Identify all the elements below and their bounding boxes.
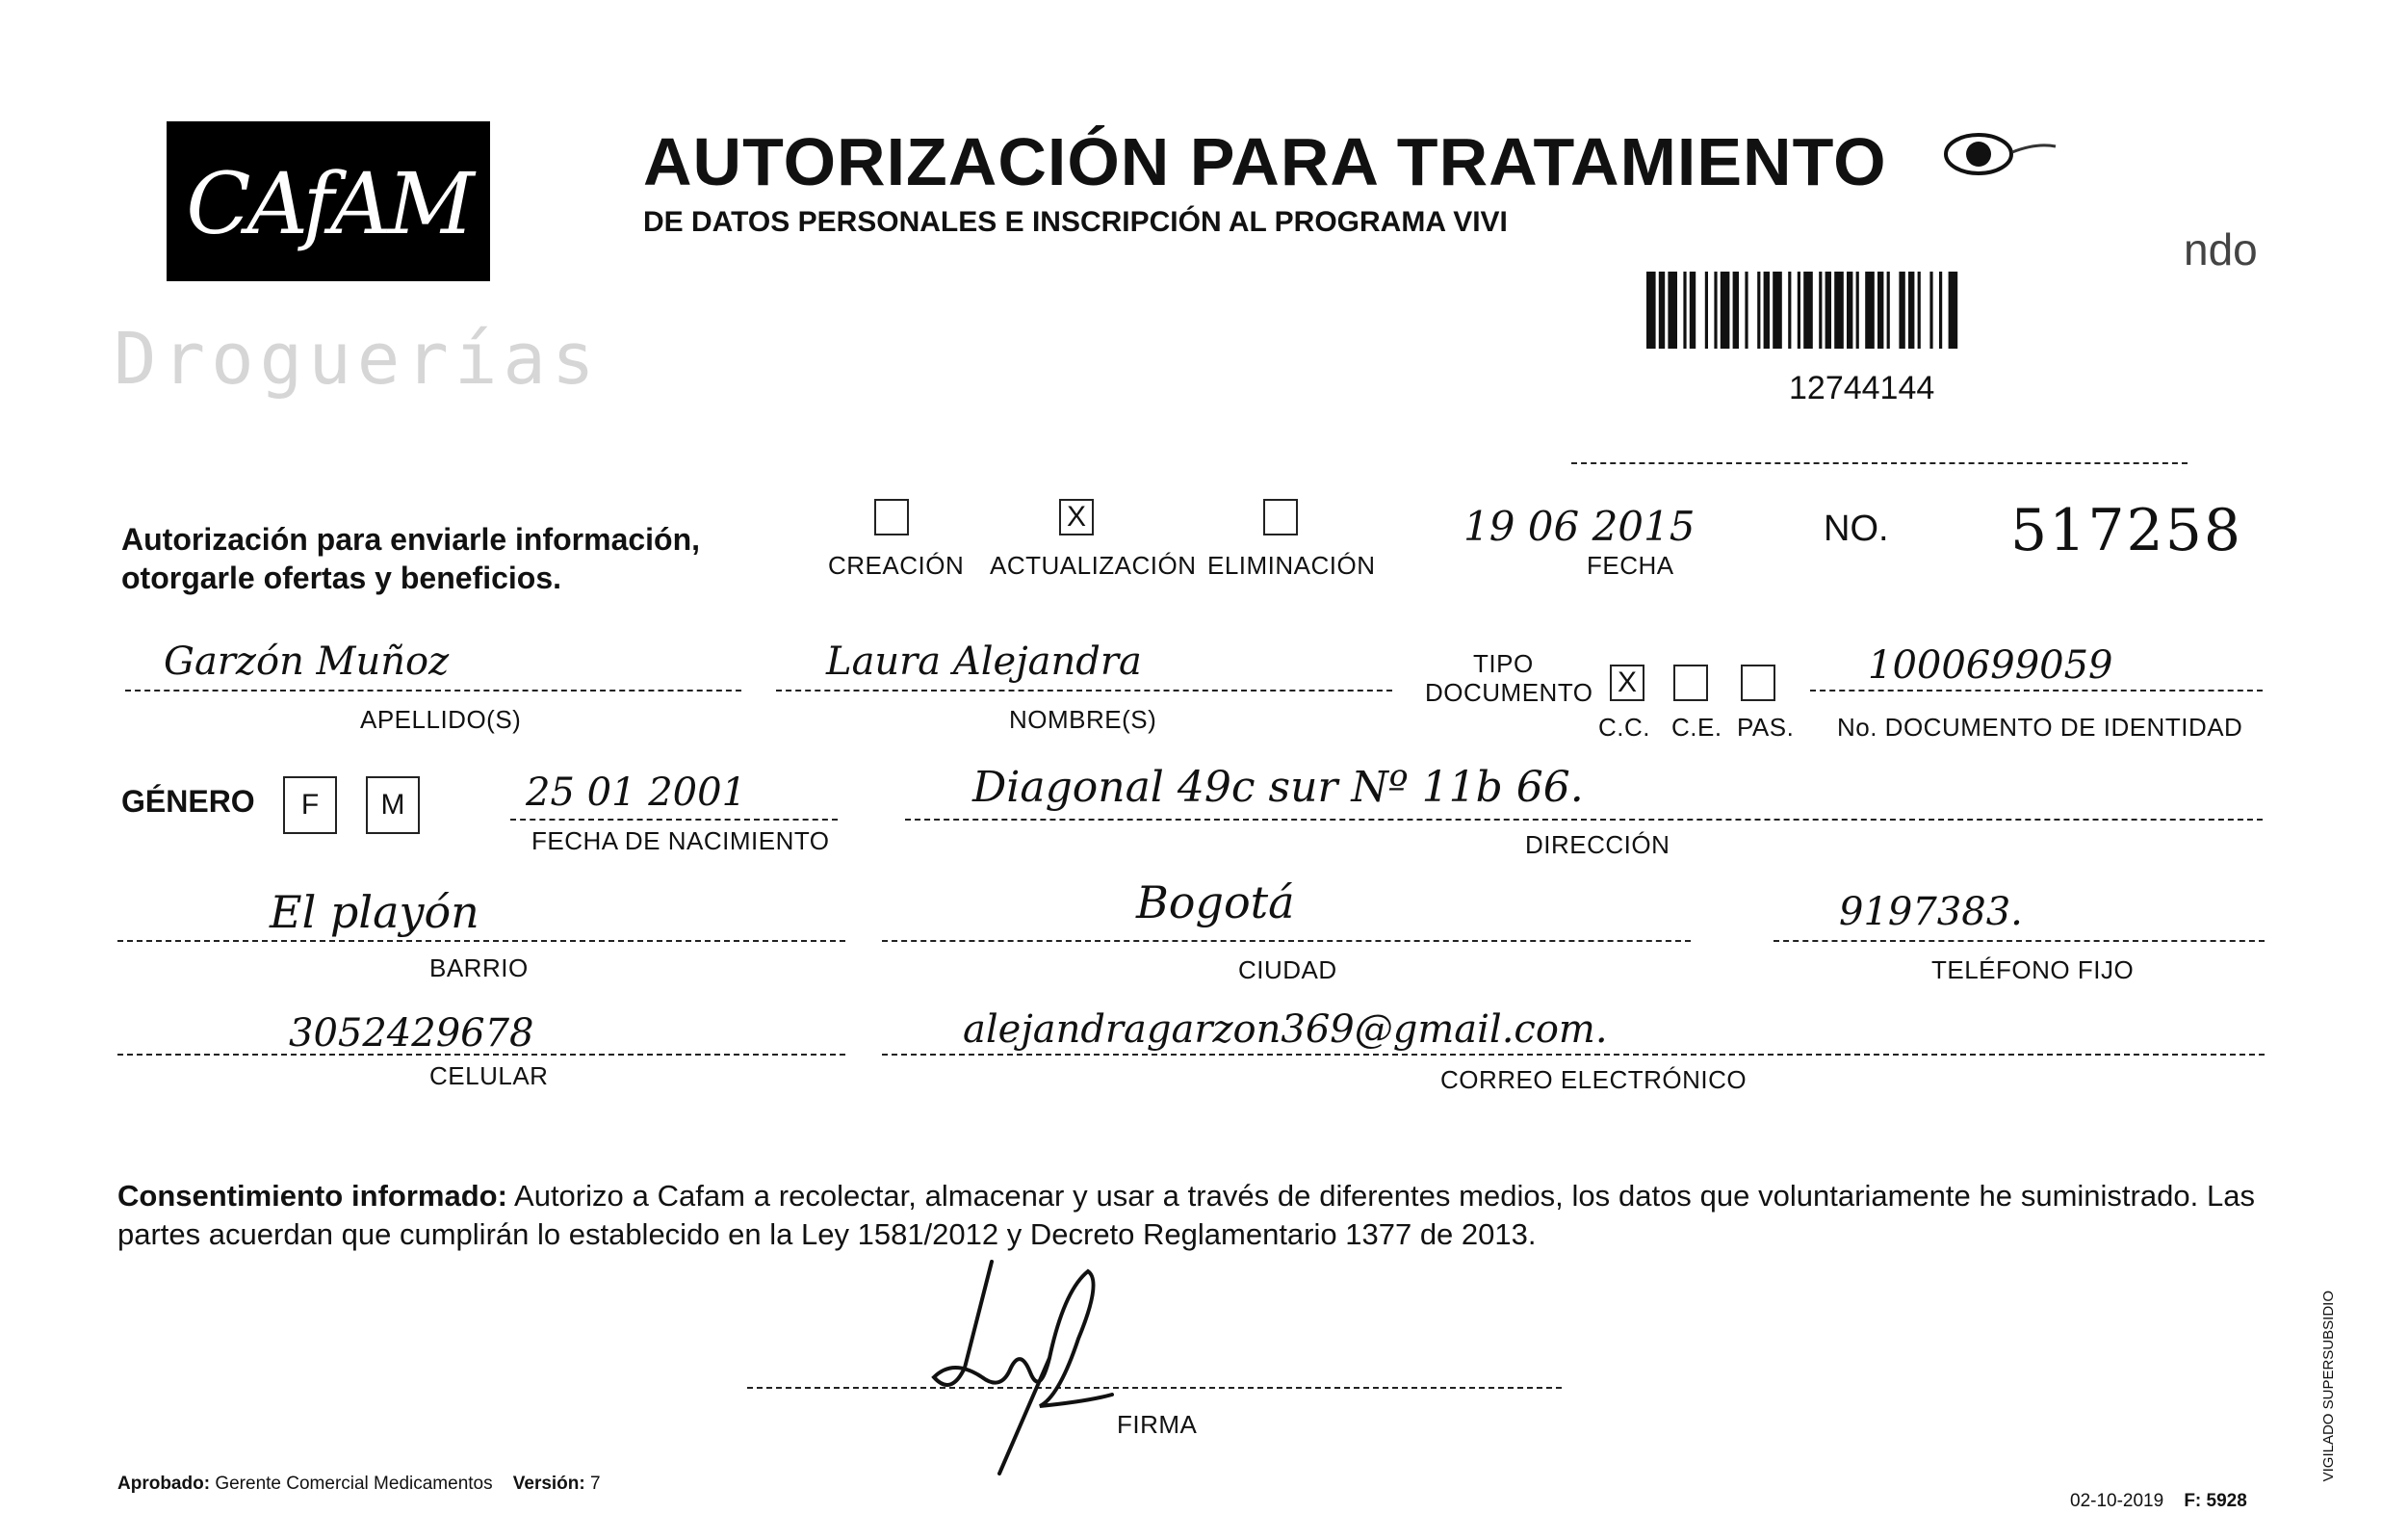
logo-text: CAfAM [186, 154, 471, 253]
barcode-bar [1877, 272, 1883, 349]
eye-icon [1935, 125, 2060, 188]
actualizacion-label: ACTUALIZACIÓN [990, 551, 1197, 580]
number-label: NO. [1824, 509, 1889, 549]
form-number: 517258 [2010, 497, 2243, 564]
cc-checkbox[interactable]: X [1610, 665, 1644, 701]
firma-label: FIRMA [1117, 1410, 1198, 1439]
cafam-logo [167, 121, 490, 281]
footer-approved [117, 1474, 601, 1495]
barcode-bar [1764, 272, 1770, 349]
pas-checkbox[interactable] [1741, 665, 1775, 701]
apellidos-label: APELLIDO(S) [360, 705, 522, 734]
barcode-bar [1773, 272, 1782, 349]
barcode [1646, 272, 2035, 349]
barcode-bar [1646, 272, 1656, 349]
barcode-bar [1834, 272, 1844, 349]
fecha-label: FECHA [1587, 551, 1674, 580]
barcode-bar [1668, 272, 1677, 349]
eliminacion-label: ELIMINACIÓN [1207, 551, 1376, 580]
barcode-number: 12744144 [1789, 370, 1935, 406]
ce-checkbox[interactable] [1673, 665, 1708, 701]
ciudad-label: CIUDAD [1238, 955, 1337, 984]
authorization-line-1: Autorización para enviarle información, [121, 522, 701, 557]
barcode-bar [1690, 272, 1696, 349]
telefono-line [1774, 940, 2265, 942]
documento-value[interactable]: 1000699059 [1868, 643, 2113, 688]
genero-f-checkbox[interactable]: F [283, 776, 337, 834]
nacimiento-value[interactable]: 25 01 2001 [526, 770, 747, 815]
barcode-bar [1825, 272, 1831, 349]
authorization-text [121, 520, 700, 597]
barcode-bar [1714, 272, 1717, 349]
barcode-bar [1705, 272, 1708, 349]
barcode-bar [1757, 272, 1760, 349]
direccion-value[interactable]: Diagonal 49c sur Nº 11b 66. [972, 763, 1584, 812]
vigilado-text: VIGILADO SUPERSUBSIDIO [2320, 1291, 2337, 1482]
direccion-label: DIRECCIÓN [1525, 830, 1670, 859]
form-subtitle: DE DATOS PERSONALES E INSCRIPCIÓN AL PROGRAMA VIVI [643, 206, 1508, 238]
approved-label: Aprobado: [117, 1474, 211, 1494]
nombres-line [776, 690, 1392, 692]
fecha-value[interactable]: 19 06 2015 [1463, 503, 1696, 550]
droguerias-watermark: Droguerías [114, 318, 601, 401]
telefono-label: TELÉFONO FIJO [1931, 955, 2135, 984]
authorization-line-2: otorgarle ofertas y beneficios. [121, 561, 562, 595]
form-title: AUTORIZACIÓN PARA TRATAMIENTO [643, 124, 1887, 199]
version-label: Versión: [512, 1474, 585, 1494]
creacion-label: CREACIÓN [828, 551, 965, 580]
barrio-line [117, 940, 845, 942]
version-value: 7 [590, 1474, 601, 1494]
nacimiento-line [510, 819, 838, 821]
eliminacion-checkbox[interactable] [1263, 499, 1298, 535]
nombres-label: NOMBRE(S) [1009, 705, 1157, 734]
pas-label: PAS. [1737, 713, 1795, 742]
barcode-bar [1721, 272, 1730, 349]
handwritten-signature [895, 1252, 1146, 1483]
barcode-bar [1745, 272, 1748, 349]
documento-label: No. DOCUMENTO DE IDENTIDAD [1837, 713, 2243, 742]
genero-label: GÉNERO [121, 784, 255, 819]
direccion-line [905, 819, 2263, 821]
barcode-bar [1733, 272, 1739, 349]
consent-paragraph [117, 1177, 2255, 1254]
top-right-text: ndo [2184, 224, 2258, 274]
cc-label: C.C. [1598, 713, 1650, 742]
barcode-bar [1803, 272, 1813, 349]
barcode-bar [1918, 272, 1921, 349]
consent-heading: Consentimiento informado: [117, 1179, 507, 1213]
footer-codes [2070, 1491, 2247, 1512]
barcode-bar [1887, 272, 1890, 349]
apellidos-line [125, 690, 741, 692]
barcode-bar [1949, 272, 1958, 349]
genero-m-checkbox[interactable]: M [366, 776, 420, 834]
creacion-checkbox[interactable] [874, 499, 909, 535]
barcode-bar [1908, 272, 1914, 349]
barcode-bar [1929, 272, 1932, 349]
barcode-bar [1819, 272, 1822, 349]
telefono-value[interactable]: 9197383. [1839, 890, 2023, 934]
barcode-bar [1798, 272, 1800, 349]
nombres-value[interactable]: Laura Alejandra [826, 639, 1142, 684]
barcode-bar [1788, 272, 1791, 349]
apellidos-value[interactable]: Garzón Muñoz [164, 639, 450, 684]
footer-form-code: F: 5928 [2184, 1491, 2247, 1511]
ciudad-value[interactable]: Bogotá [1136, 876, 1295, 928]
barcode-bar [1865, 272, 1875, 349]
barcode-bar [1847, 272, 1852, 349]
header-dashed-line [1571, 462, 2188, 464]
approved-by: Gerente Comercial Medicamentos [215, 1474, 493, 1494]
barcode-bar [1899, 272, 1904, 349]
celular-value[interactable]: 3052429678 [289, 1011, 534, 1056]
barcode-bar [1939, 272, 1942, 349]
documento-line [1810, 690, 2263, 692]
barcode-bar [1683, 272, 1686, 349]
barrio-label: BARRIO [429, 953, 529, 982]
nacimiento-label: FECHA DE NACIMIENTO [531, 826, 830, 855]
barcode-bar [1856, 272, 1859, 349]
correo-line [882, 1054, 2265, 1056]
ce-label: C.E. [1671, 713, 1722, 742]
celular-label: CELULAR [429, 1061, 549, 1090]
actualizacion-checkbox[interactable]: X [1059, 499, 1094, 535]
consent-text: Autorizo a Cafam a recolectar, almacenar y usar a través de diferentes medios, los datos que voluntariamente he suministrado. Las partes acuerdan que cumplirán lo establecido en la Ley 1581/2012 y Decreto Reglamentario 1377 de 2013. [117, 1179, 2255, 1251]
tipo-label-1: TIPO [1473, 649, 1534, 678]
firma-line [747, 1387, 1562, 1389]
tipo-label-2: DOCUMENTO [1425, 678, 1593, 707]
correo-value[interactable]: alejandragarzon369@gmail.com. [963, 1007, 1608, 1052]
correo-label: CORREO ELECTRÓNICO [1440, 1065, 1748, 1094]
footer-date-code: 02-10-2019 [2070, 1491, 2164, 1511]
barrio-value[interactable]: El playón [270, 886, 479, 938]
ciudad-line [882, 940, 1691, 942]
barcode-bar [1659, 272, 1665, 349]
